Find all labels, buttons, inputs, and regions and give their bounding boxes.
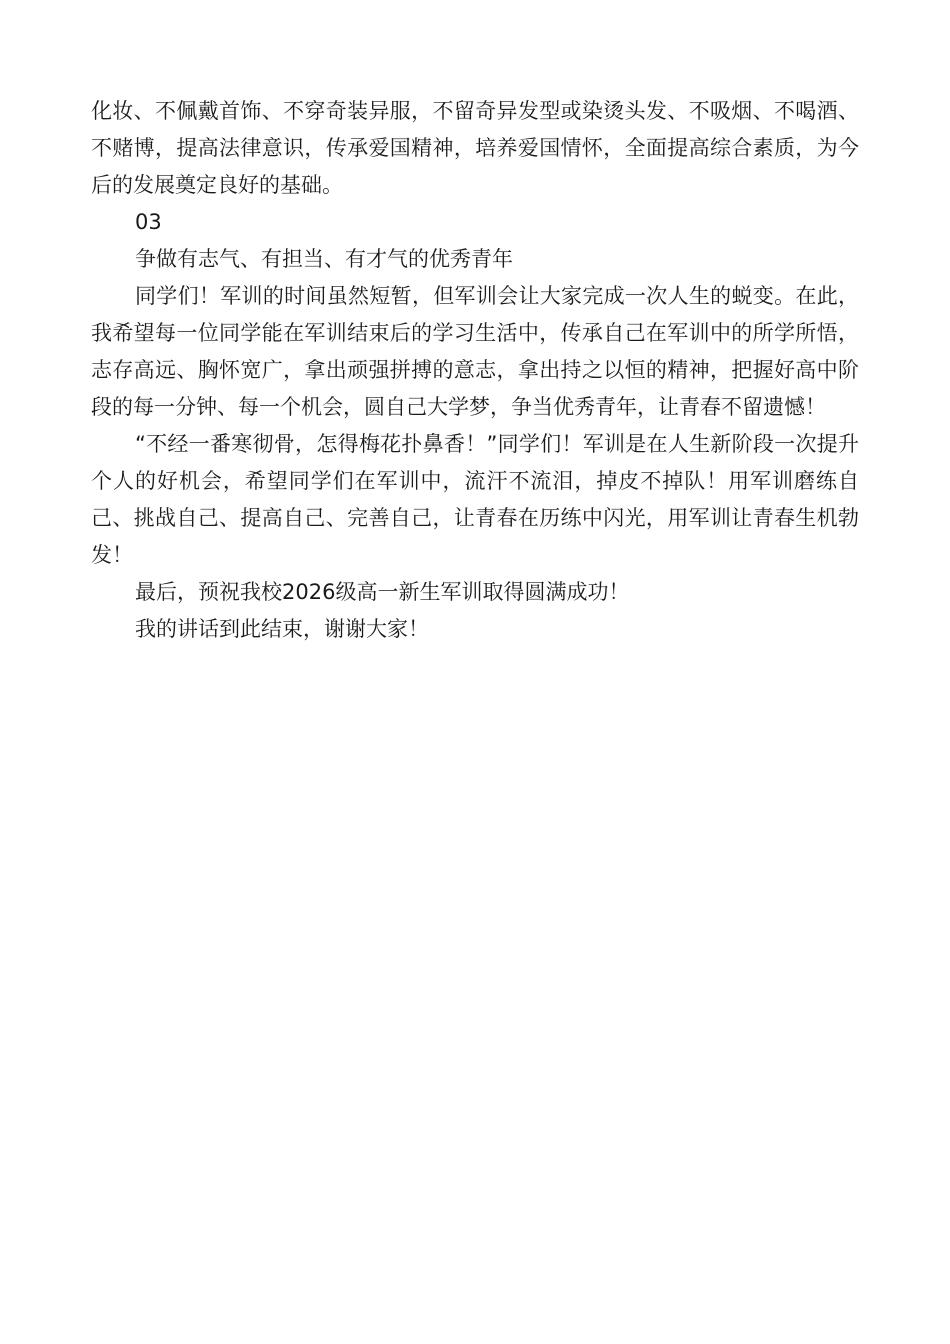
paragraph-continuation: 化妆、不佩戴首饰、不穿奇装异服，不留奇异发型或染烫头发、不吸烟、不喝酒、不赌博，提高法律意识，传承爱国精神，培养爱国情怀，全面提高综合素质，为今后的发展奠定良好的基础。 (91, 99, 859, 197)
section-number: 03 (135, 210, 162, 234)
paragraph: 同学们！军训的时间虽然短暂，但军训会让大家完成一次人生的蜕变。在此，我希望每一位同学能在军训结束后的学习生活中，传承自己在军训中的所学所悟，志存高远、胸怀宽广，拿出顽强拼搏的意志，拿出持之以恒的精神，把握好高中阶段的每一分钟、每一个机会，圆自己大学梦，争当优秀青年，让青春不留遗憾！ (91, 284, 859, 419)
closing-line: 我的讲话到此结束，谢谢大家！ (135, 617, 429, 641)
document-body (91, 93, 859, 648)
paragraph: 最后，预祝我校2026级高一新生军训取得圆满成功！ (135, 580, 630, 604)
section-heading: 争做有志气、有担当、有才气的优秀青年 (135, 247, 513, 271)
paragraph: “不经一番寒彻骨，怎得梅花扑鼻香！”同学们！军训是在人生新阶段一次提升个人的好机会，希望同学们在军训中，流汗不流泪，掉皮不掉队！用军训磨练自己、挑战自己、提高自己、完善自己，让青春在历练中闪光，用军训让青春生机勃发！ (91, 432, 859, 567)
